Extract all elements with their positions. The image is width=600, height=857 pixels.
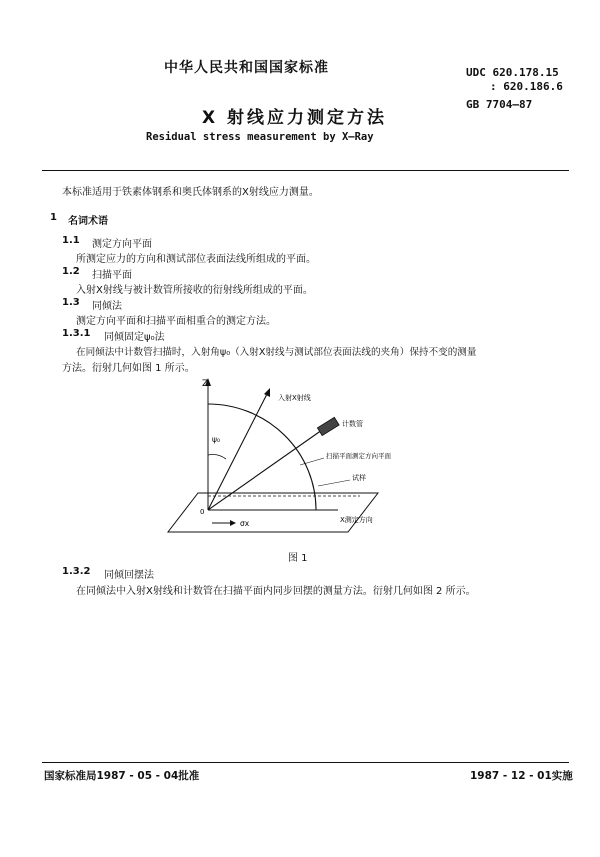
- section-1-number: 1: [50, 212, 57, 223]
- section-1-2-text: 入射X射线与被计数管所接收的衍射线所组成的平面。: [76, 285, 313, 296]
- header-divider: [42, 170, 569, 171]
- section-1-1-number: 1.1: [62, 235, 80, 246]
- psi-label: ψ₀: [212, 435, 220, 444]
- sigma-label: σx: [240, 519, 250, 528]
- gb-number: GB 7704—87: [466, 98, 533, 111]
- counter-tube: [317, 417, 339, 435]
- diffracted-ray-line: [208, 430, 322, 510]
- section-1-3-title: 同倾法: [92, 301, 122, 312]
- standard-header-title: 中华人民共和国国家标准: [164, 60, 329, 76]
- section-1-title: 名词术语: [68, 216, 108, 227]
- sigma-arrowhead: [230, 520, 236, 526]
- udc-code-line1: UDC 620.178.15: [466, 66, 559, 79]
- udc-code-line2: : 620.186.6: [490, 80, 563, 93]
- section-1-2-title: 扫描平面: [92, 270, 132, 281]
- sample-label: 试样: [352, 474, 366, 482]
- x-direction-label: X测定方向: [340, 516, 373, 524]
- psi-angle-arc: [208, 455, 226, 460]
- section-1-3-1-text-line1: 在同倾法中计数管扫描时，入射角ψ₀（入射X射线与测试部位表面法线的夹角）保持不变的测量: [76, 347, 477, 358]
- section-1-3-1-number: 1.3.1: [62, 328, 91, 339]
- section-1-3-2-number: 1.3.2: [62, 566, 91, 577]
- intro-paragraph: 本标准适用于铁素体钢系和奥氏体钢系的X射线应力测量。: [62, 187, 319, 198]
- section-1-3-1-title: 同倾固定ψ₀法: [104, 332, 165, 343]
- counter-tube-label: 计数管: [342, 420, 363, 428]
- incident-xray-line: [208, 392, 268, 510]
- section-1-3-2-title: 同倾回摆法: [104, 570, 154, 581]
- document-title-zh: X 射线应力测定方法: [202, 108, 388, 128]
- document-title-en: Residual stress measurement by X—Ray: [146, 131, 374, 143]
- footer-divider: [42, 762, 569, 763]
- effective-date: 1987 - 12 - 01实施: [470, 770, 573, 782]
- section-1-3-1-text-line2: 方法。衍射几何如图 1 所示。: [62, 363, 195, 374]
- section-1-1-text: 所测定应力的方向和测试部位表面法线所组成的平面。: [76, 254, 316, 265]
- figure-1-diffraction-geometry: [150, 370, 450, 545]
- figure-1-caption: 图 1: [288, 553, 308, 564]
- origin-label: 0: [200, 508, 205, 516]
- section-1-2-number: 1.2: [62, 266, 80, 277]
- z-axis-label: Z: [202, 379, 209, 389]
- scan-plane-label: 扫描平面测定方向平面: [326, 452, 391, 460]
- incident-xray-label: 入射X射线: [278, 394, 311, 402]
- section-1-3-2-text: 在同倾法中入射X射线和计数管在扫描平面内同步回摆的测量方法。衍射几何如图 2 所示。: [76, 586, 476, 597]
- section-1-3-text: 测定方向平面和扫描平面相重合的测定方法。: [76, 316, 276, 327]
- section-1-1-title: 测定方向平面: [92, 239, 152, 250]
- sample-leader: [318, 480, 350, 486]
- approval-date: 国家标准局1987 - 05 - 04批准: [44, 770, 200, 782]
- section-1-3-number: 1.3: [62, 297, 80, 308]
- scan-plane-arc: [208, 404, 316, 510]
- incident-xray-arrowhead: [264, 388, 270, 397]
